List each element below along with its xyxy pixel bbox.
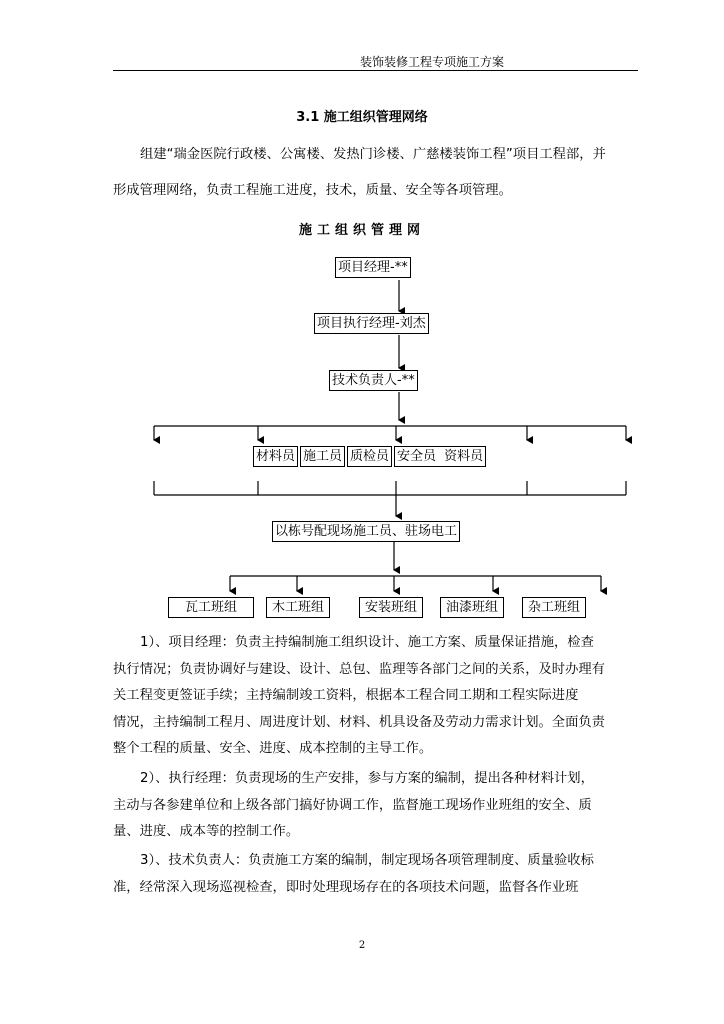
- staff-construction: 施工员: [300, 446, 345, 467]
- intro-line-1: 组建“瑞金医院行政楼、公寓楼、发热门诊楼、广慈楼装饰工程”项目工程部，并: [140, 147, 606, 162]
- org-chart-title: 施工组织管理网: [298, 223, 425, 238]
- staff-row: [253, 446, 488, 467]
- page-header: 装饰装修工程专项施工方案: [359, 55, 504, 69]
- paragraph-exec-manager: 2）、执行经理：负责现场的生产安排，参与方案的编制，提出各种材料计划， 主动与各参建单位和上级各部门搞好协调工作，监督施工现场作业班组的安全、质 量、进度、成本等的控制工作。: [113, 771, 594, 839]
- box-tech-lead: 技术负责人-**: [329, 370, 418, 391]
- team-misc: 杂工班组: [522, 597, 586, 618]
- team-installation: 安装班组: [359, 597, 423, 618]
- paragraph-tech-lead: 3）、技术负责人：负责施工方案的编制，制定现场各项管理制度、质量验收标 准，经常深入现场巡视检查，即时处理现场存在的各项技术问题，监督各作业班: [113, 853, 594, 895]
- team-painting: 油漆班组: [440, 597, 504, 618]
- box-exec-manager: 项目执行经理-刘杰: [314, 313, 429, 334]
- section-title: 3.1 施工组织管理网络: [296, 110, 428, 125]
- paragraph-project-manager: 1）、项目经理：负责主持编制施工组织设计、施工方案、质量保证措施，检查 执行情况；负责协调好与建设、设计、总包、监理等各部门之间的关系，及时办理有 关工程变更签证手续；主持编制竣工资料，根据本工程合同工期和工程实际进度 情况，主持编制工程月、周进度计划、材料、机具设备及劳动力需求计划。全面负责 整个工程的质量、安全、进度、成本控制的主导工作。: [113, 635, 605, 756]
- team-tile: 瓦工班组: [168, 597, 254, 618]
- staff-safety: 安全员: [394, 446, 442, 467]
- staff-quality: 质检员: [347, 446, 392, 467]
- box-site-staff: 以栋号配现场施工员、驻场电工: [272, 521, 460, 542]
- team-carpentry: 木工班组: [266, 597, 330, 618]
- staff-materials: 材料员: [253, 446, 298, 467]
- box-project-manager: 项目经理-**: [335, 257, 411, 278]
- intro-line-2: 形成管理网络，负责工程施工进度，技术，质量、安全等各项管理。: [113, 183, 512, 198]
- staff-documents: 资料员: [442, 446, 486, 467]
- page-number: 2: [358, 940, 366, 951]
